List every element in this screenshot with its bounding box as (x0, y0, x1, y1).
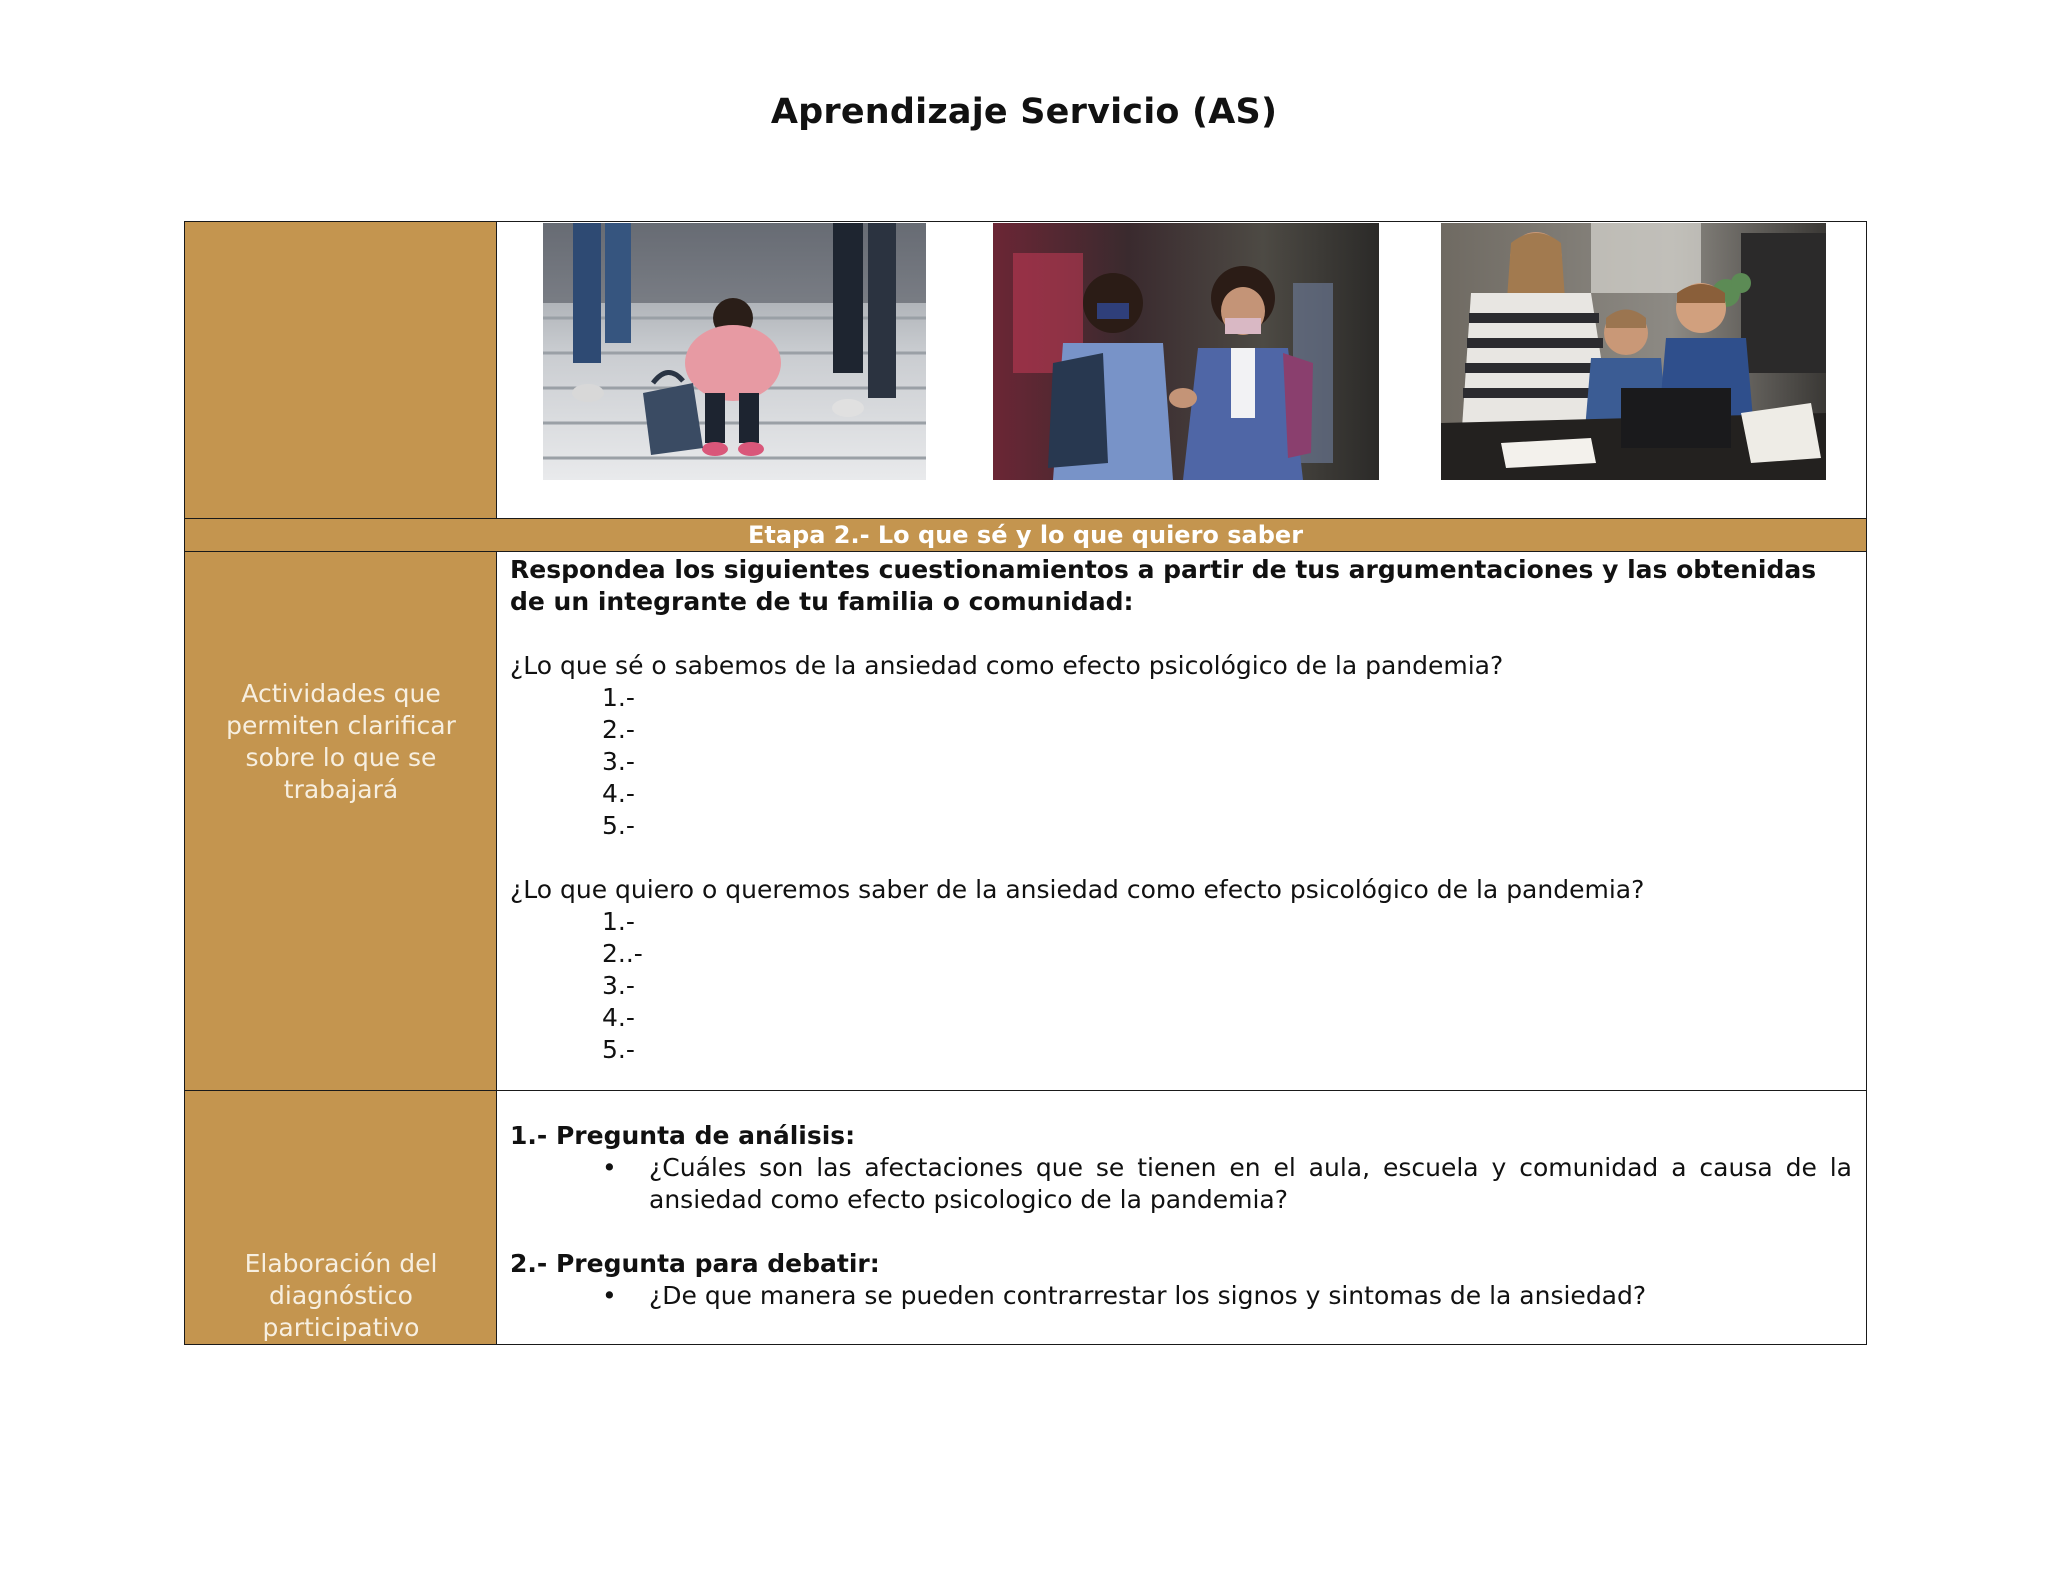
analysis-question-item (510, 1152, 1852, 1216)
student-sitting-on-stairs-photo (543, 223, 926, 480)
list-item: 1.- (602, 683, 635, 712)
diagnostic-content (510, 1120, 1852, 1312)
want-answers-list (510, 906, 1852, 1066)
bullet-icon: • (602, 1281, 617, 1310)
document-title: Aprendizaje Servicio (AS) (770, 92, 1278, 132)
masked-schoolgirls-talking-photo (993, 223, 1379, 480)
activities-label (185, 678, 497, 806)
activities-label-line: permiten clarificar (226, 711, 456, 740)
activities-instruction: Respondea los siguientes cuestionamientos a partir de tus argumentaciones y las obtenidas de un integrante de tu familia o comunidad: (510, 555, 1817, 616)
activity-table (184, 221, 1867, 1345)
images-row (185, 222, 1866, 519)
spacer (510, 1216, 1852, 1248)
diagnostic-label-line: participativo (262, 1313, 420, 1342)
list-item: 2..- (602, 939, 643, 968)
list-item: 4.- (602, 779, 635, 808)
analysis-question-text: ¿Cuáles son las afectaciones que se tienen en el aula, escuela y comunidad a causa de la ansiedad como efecto psicologico de la pandemia? (649, 1153, 1852, 1214)
activities-label-line: Actividades que (241, 679, 441, 708)
diagnostic-label-line: Elaboración del (244, 1249, 438, 1278)
activities-content (510, 554, 1852, 1066)
activities-row (185, 552, 1866, 1091)
question-want-to-know: ¿Lo que quiero o queremos saber de la ansiedad como efecto psicológico de la pandemia? (510, 875, 1645, 904)
spacer (510, 618, 1852, 650)
activities-label-cell (185, 552, 497, 1090)
spacer (510, 842, 1852, 874)
images-row-label-cell (185, 222, 497, 518)
diagnostic-content-cell (497, 1091, 1866, 1344)
activities-label-line: trabajará (283, 775, 399, 804)
activities-content-cell (497, 552, 1866, 1090)
list-item: 4.- (602, 1003, 635, 1032)
known-answers-list (510, 682, 1852, 842)
stage-header-row (185, 519, 1866, 552)
list-item: 1.- (602, 907, 635, 936)
bullet-icon: • (602, 1153, 617, 1182)
list-item: 3.- (602, 747, 635, 776)
list-item: 3.- (602, 971, 635, 1000)
analysis-question-heading: 1.- Pregunta de análisis: (510, 1121, 856, 1150)
debate-question-item (510, 1280, 1852, 1312)
diagnostic-row (185, 1091, 1866, 1344)
list-item: 2.- (602, 715, 635, 744)
activities-label-line: sobre lo que se (245, 743, 437, 772)
list-item: 5.- (602, 811, 635, 840)
diagnostic-label (185, 1248, 497, 1344)
diagnostic-label-line: diagnóstico (269, 1281, 413, 1310)
debate-question-heading: 2.- Pregunta para debatir: (510, 1249, 880, 1278)
list-item: 5.- (602, 1035, 635, 1064)
teacher-helping-boys-at-laptop-photo (1441, 223, 1826, 480)
debate-question-text: ¿De que manera se pueden contrarrestar los signos y sintomas de la ansiedad? (649, 1281, 1647, 1310)
stage-heading: Etapa 2.- Lo que sé y lo que quiero saber (747, 521, 1304, 549)
diagnostic-label-cell (185, 1091, 497, 1344)
question-known: ¿Lo que sé o sabemos de la ansiedad como efecto psicológico de la pandemia? (510, 651, 1504, 680)
images-row-content-cell (497, 222, 1866, 518)
